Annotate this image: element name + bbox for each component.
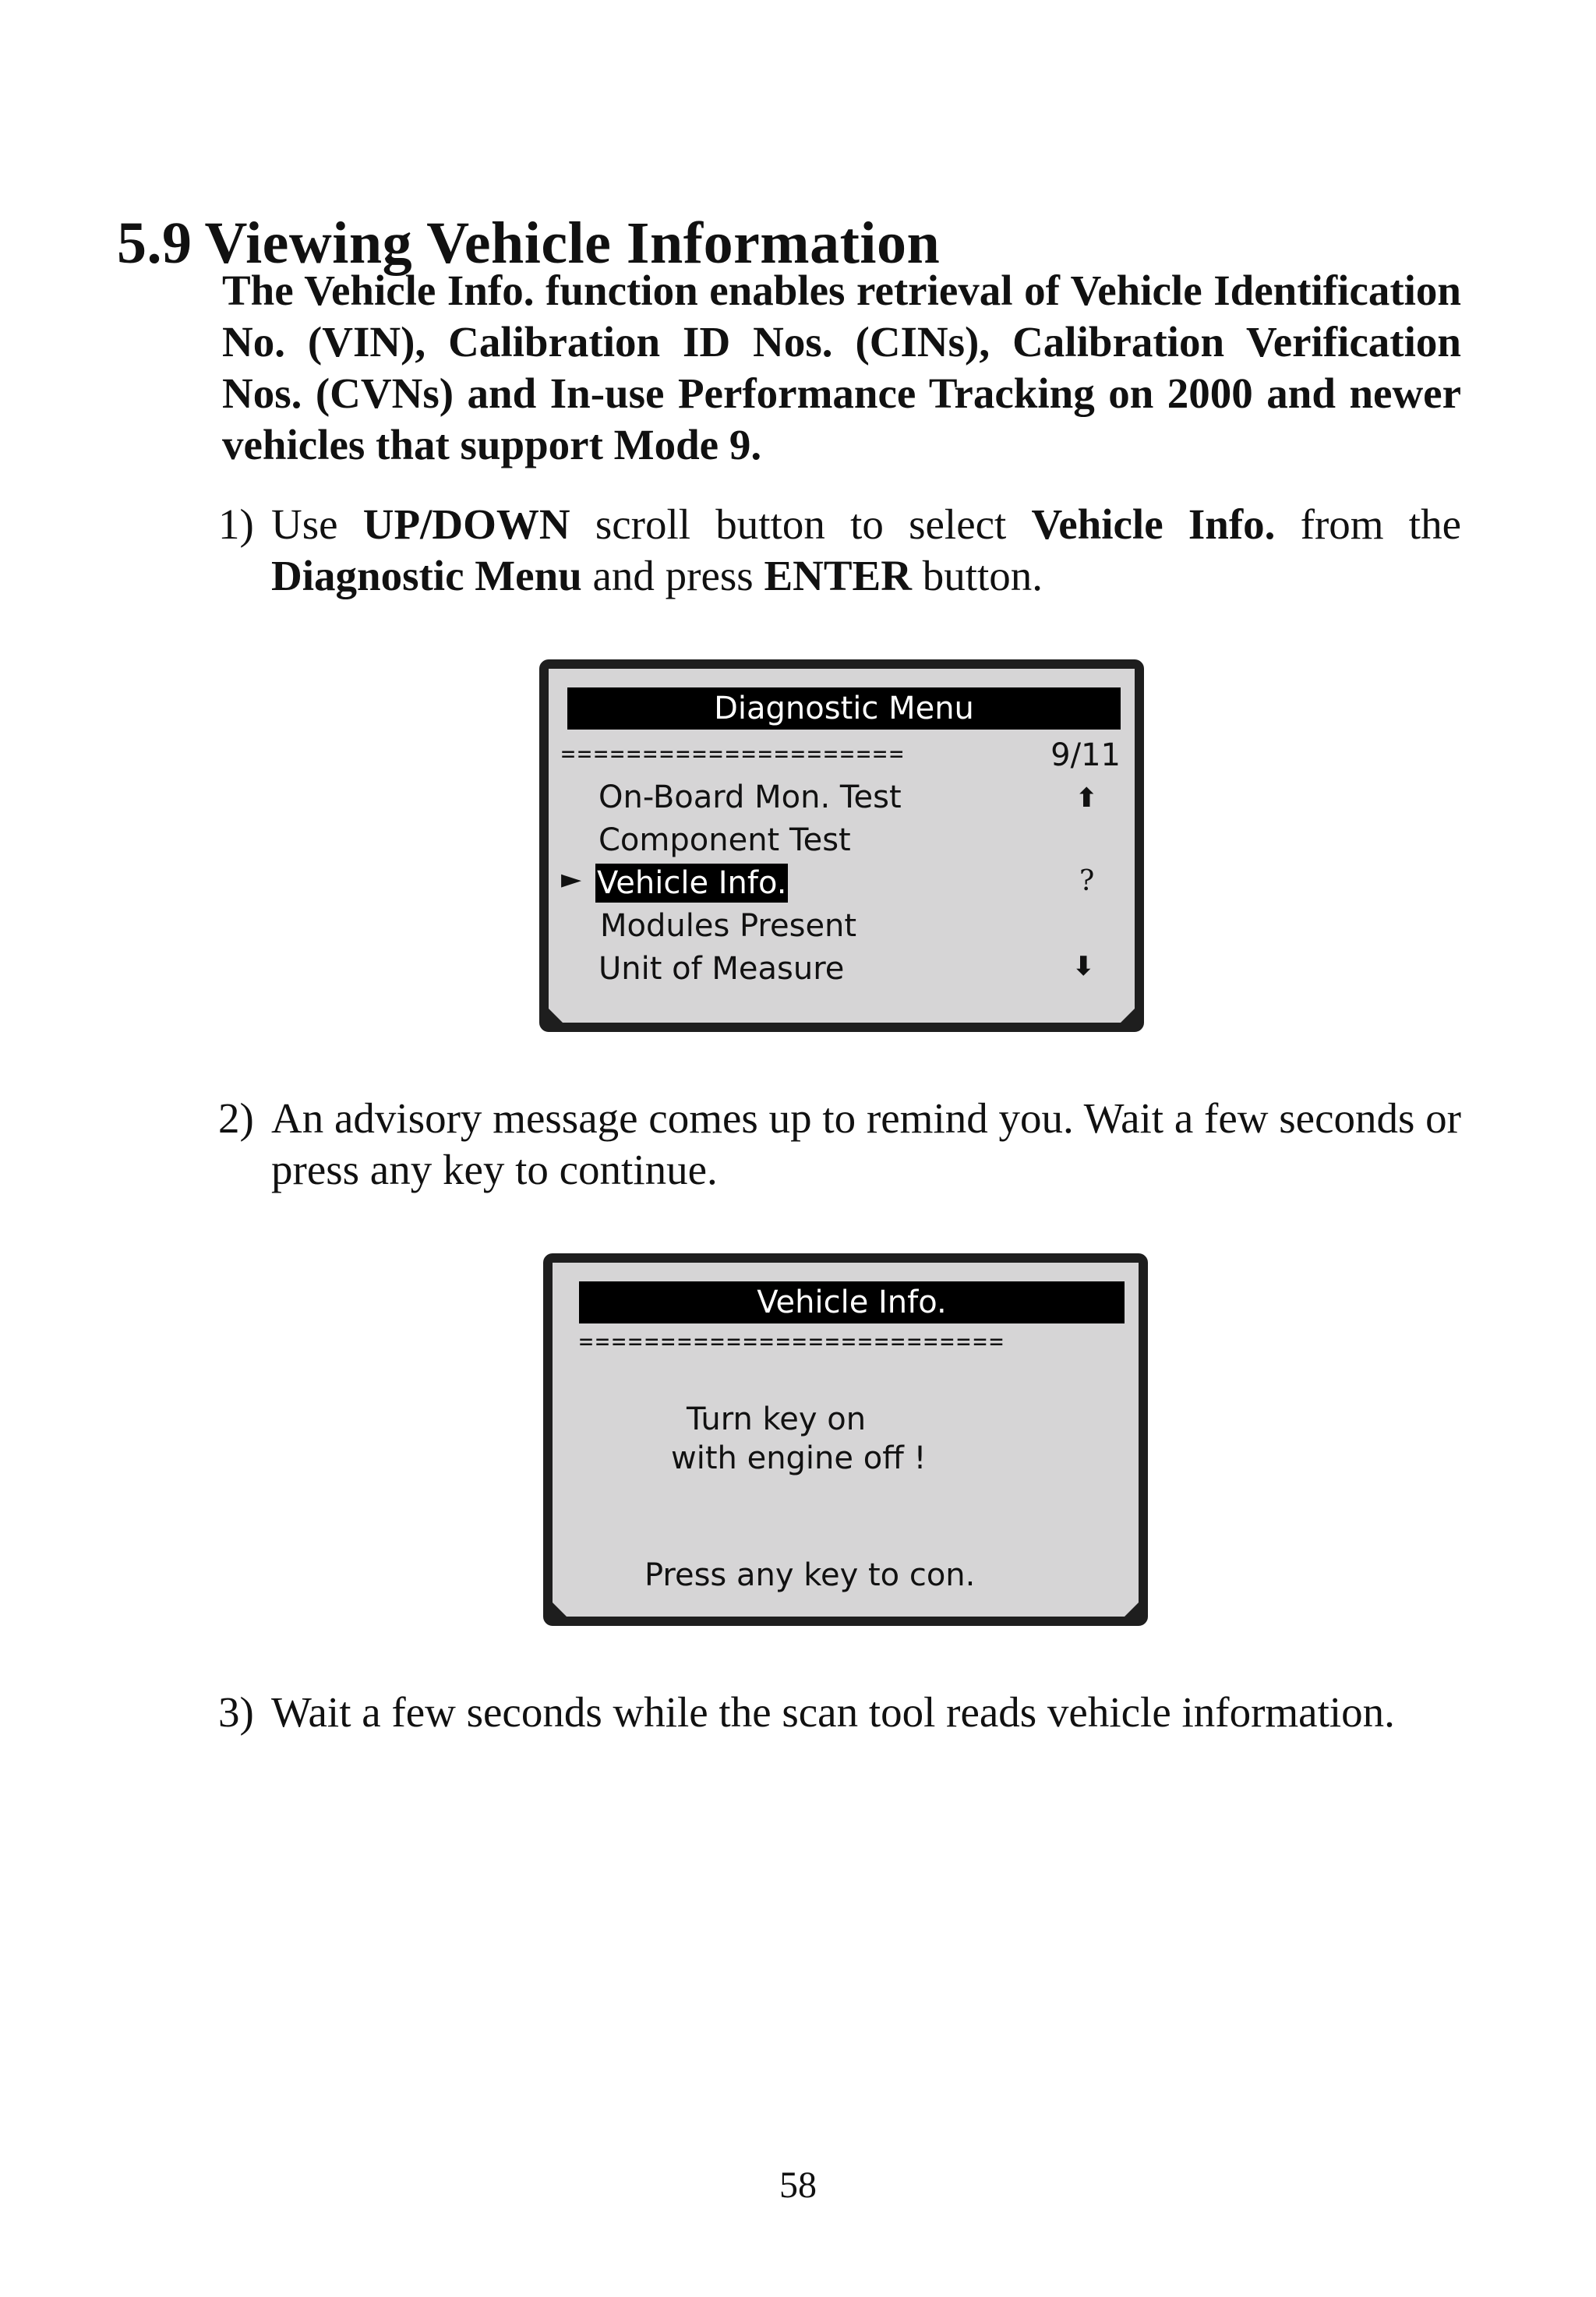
step-1-bold-enter: ENTER xyxy=(764,552,912,599)
advisory-line-2: with engine off ! xyxy=(671,1440,927,1476)
step-1-bold-vehicle-info: Vehicle Info. xyxy=(1031,500,1276,548)
step-1 xyxy=(218,499,1461,602)
help-question-mark: ? xyxy=(1079,865,1095,897)
step-1-part: and press xyxy=(581,552,764,599)
page-indicator: 9/11 xyxy=(1050,737,1121,773)
advisory-line-1: Turn key on xyxy=(687,1401,867,1437)
screen-title: Diagnostic Menu xyxy=(567,687,1121,730)
intro-paragraph: The Vehicle Info. function enables retrieval of Vehicle Identification No. (VIN), Calibration ID Nos. (CINs), Calibration Verification Nos. (CVNs) and In-use Performance Tracking on 2000 and newer vehicles that support Mode 9. xyxy=(222,267,1461,468)
menu-item-onboard-mon-test[interactable]: On-Board Mon. Test xyxy=(598,779,902,815)
step-1-part: Use xyxy=(271,500,363,548)
press-any-key-prompt: Press any key to con. xyxy=(644,1557,976,1593)
step-2 xyxy=(218,1093,1461,1196)
menu-item-unit-of-measure[interactable]: Unit of Measure xyxy=(598,951,845,987)
section-number: 5.9 xyxy=(117,210,192,276)
menu-item-component-test[interactable]: Component Test xyxy=(598,822,851,858)
divider: ===================== xyxy=(561,740,906,768)
step-1-part: button. xyxy=(911,552,1043,599)
page-number: 58 xyxy=(779,2164,817,2206)
vehicle-info-advisory-screen xyxy=(543,1253,1148,1626)
scroll-down-arrow-icon: ⬇ xyxy=(1072,951,1095,982)
screen-title: Vehicle Info. xyxy=(579,1281,1125,1323)
section-title: Viewing Vehicle Information xyxy=(204,210,941,276)
step-3-number: 3) xyxy=(218,1688,254,1736)
step-3-text: Wait a few seconds while the scan tool reads vehicle information. xyxy=(271,1688,1395,1736)
step-1-part: scroll button to select xyxy=(570,500,1032,548)
step-1-number: 1) xyxy=(218,500,254,548)
divider: ========================== xyxy=(579,1328,1006,1355)
diagnostic-menu-screen xyxy=(539,659,1144,1032)
scroll-up-arrow-icon: ⬆ xyxy=(1075,783,1098,814)
selection-pointer-icon: ► xyxy=(561,864,582,895)
step-1-bold-diagnostic-menu: Diagnostic Menu xyxy=(271,552,582,599)
step-1-bold-updown: UP/DOWN xyxy=(362,500,570,548)
step-2-text: An advisory message comes up to remind you. Wait a few seconds or press any key to continue. xyxy=(271,1094,1461,1193)
step-1-part: from the xyxy=(1275,500,1461,548)
menu-item-modules-present[interactable]: Modules Present xyxy=(600,908,857,944)
step-2-number: 2) xyxy=(218,1094,254,1142)
menu-item-vehicle-info[interactable]: Vehicle Info. xyxy=(597,865,787,901)
step-3 xyxy=(218,1687,1461,1738)
step-1-text xyxy=(218,499,1461,602)
